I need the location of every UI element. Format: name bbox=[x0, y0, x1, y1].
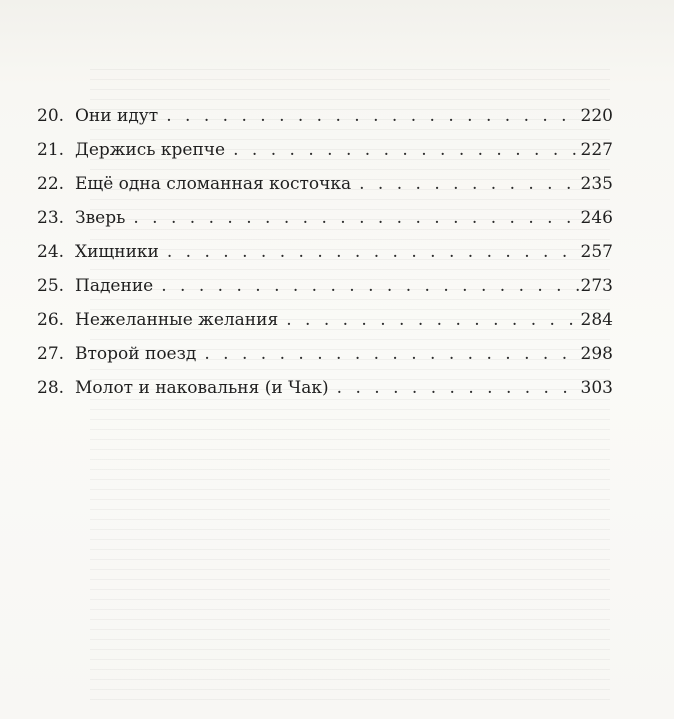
toc-entry-page: 235 bbox=[580, 174, 613, 194]
toc-leader-dots bbox=[204, 342, 578, 366]
toc-entry bbox=[37, 206, 613, 240]
toc-entry bbox=[37, 376, 613, 410]
toc-leader-dots bbox=[166, 104, 578, 128]
toc-entry-title: Хищники bbox=[75, 242, 159, 262]
toc-entry-number: 24. bbox=[37, 242, 65, 262]
toc-entry-page: 303 bbox=[580, 378, 613, 398]
toc-entry-page: 227 bbox=[580, 140, 613, 160]
toc-entry-number: 25. bbox=[37, 276, 65, 296]
toc-entry-number: 28. bbox=[37, 378, 65, 398]
toc-entry bbox=[37, 138, 613, 172]
toc-entry-title: Нежеланные желания bbox=[75, 310, 279, 330]
toc-entry-page: 257 bbox=[580, 242, 613, 262]
toc-entry-number: 21. bbox=[37, 140, 65, 160]
toc-entry bbox=[37, 342, 613, 376]
toc-entry-number: 20. bbox=[37, 106, 65, 126]
toc-entry-title: Падение bbox=[75, 276, 154, 296]
toc-entry bbox=[37, 104, 613, 138]
toc-entry-page: 220 bbox=[580, 106, 613, 126]
toc-entry-title: Зверь bbox=[75, 208, 126, 228]
toc-leader-dots bbox=[359, 172, 578, 196]
toc-entry-title: Молот и наковальня (и Чак) bbox=[75, 378, 329, 398]
table-of-contents bbox=[37, 104, 613, 410]
toc-leader-dots bbox=[161, 274, 578, 298]
toc-entry-title: Они идут bbox=[75, 106, 159, 126]
toc-entry-number: 22. bbox=[37, 174, 65, 194]
toc-entry-page: 273 bbox=[580, 276, 613, 296]
toc-entry bbox=[37, 308, 613, 342]
toc-entry bbox=[37, 240, 613, 274]
toc-entry-title: Ещё одна сломанная косточка bbox=[75, 174, 352, 194]
toc-entry-number: 26. bbox=[37, 310, 65, 330]
toc-leader-dots bbox=[337, 376, 579, 400]
toc-leader-dots bbox=[133, 206, 578, 230]
toc-entry bbox=[37, 172, 613, 206]
toc-entry-page: 284 bbox=[580, 310, 613, 330]
toc-entry bbox=[37, 274, 613, 308]
toc-entry-title: Второй поезд bbox=[75, 344, 197, 364]
toc-leader-dots bbox=[233, 138, 578, 162]
toc-leader-dots bbox=[167, 240, 579, 264]
toc-leader-dots bbox=[286, 308, 578, 332]
toc-entry-page: 298 bbox=[580, 344, 613, 364]
toc-entry-number: 27. bbox=[37, 344, 65, 364]
toc-entry-title: Держись крепче bbox=[75, 140, 226, 160]
toc-entry-page: 246 bbox=[580, 208, 613, 228]
toc-entry-number: 23. bbox=[37, 208, 65, 228]
